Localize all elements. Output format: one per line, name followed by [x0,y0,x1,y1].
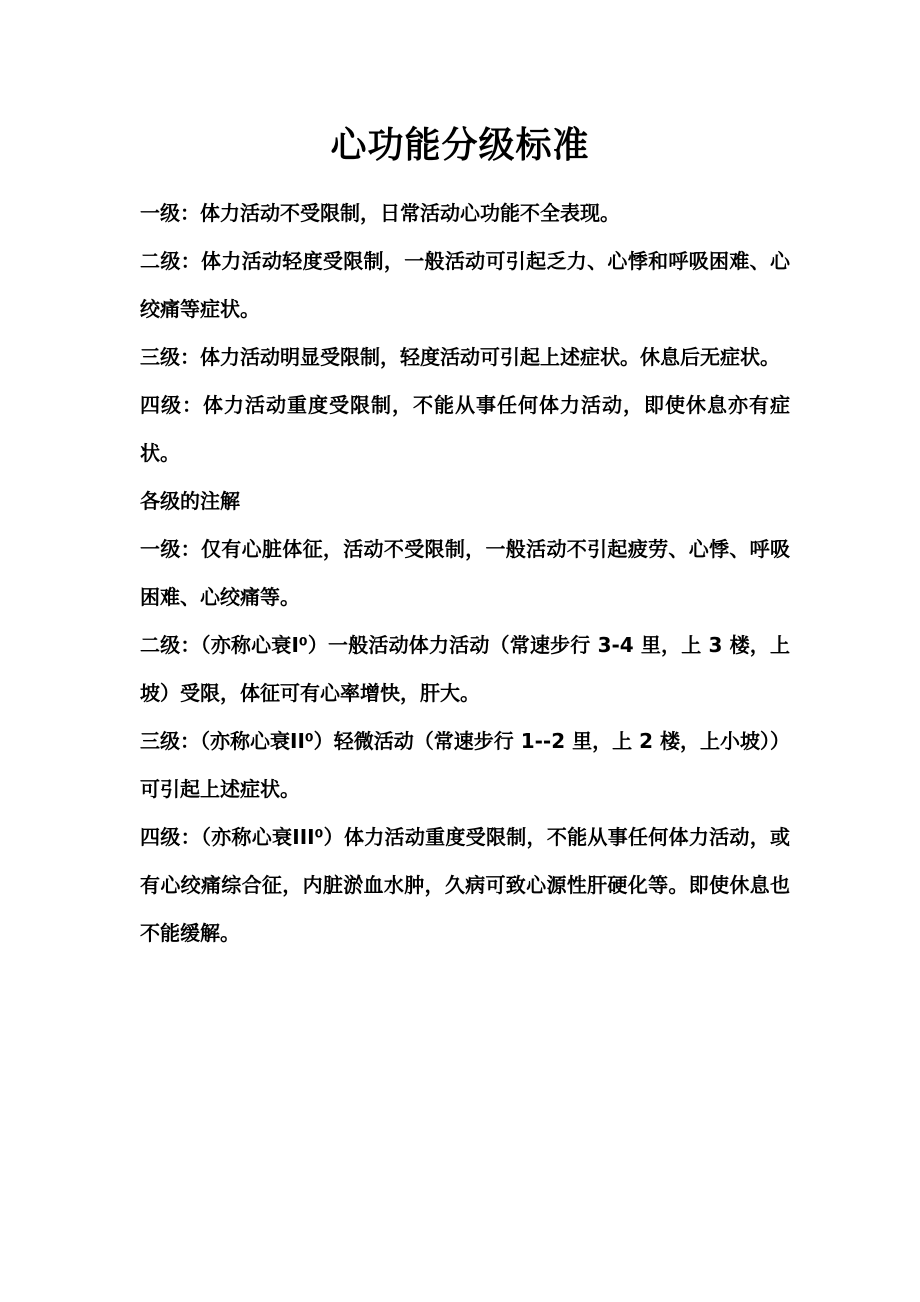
grade-3-paragraph: 三级：体力活动明显受限制，轻度活动可引起上述症状。休息后无症状。 [140,345,780,369]
grade-4-paragraph: 四级：体力活动重度受限制，不能从事任何体力活动，即使休息亦有症状。 [140,393,790,465]
grade-2-paragraph: 二级：体力活动轻度受限制，一般活动可引起乏力、心悸和呼吸困难、心绞痛等症状。 [140,249,790,321]
note-1-paragraph: 一级：仅有心脏体征，活动不受限制，一般活动不引起疲劳、心悸、呼吸困难、心绞痛等。 [140,537,790,609]
document-body [140,189,790,957]
note-2-paragraph: 二级：（亦称心衰I⁰）一般活动体力活动（常速步行 3-4 里，上 3 楼，上坡）受限，体征可有心率增快，肝大。 [140,633,790,705]
notes-heading: 各级的注解 [140,489,240,513]
note-4-paragraph: 四级：（亦称心衰III⁰）体力活动重度受限制，不能从事任何体力活动，或有心绞痛综合征，内脏淤血水肿，久病可致心源性肝硬化等。即使休息也不能缓解。 [140,825,790,945]
grade-1-paragraph: 一级：体力活动不受限制，日常活动心功能不全表现。 [140,201,620,225]
page-title: 心功能分级标准 [330,125,590,166]
note-3-paragraph: 三级：（亦称心衰II⁰）轻微活动（常速步行 1--2 里，上 2 楼，上小坡））可引起上述症状。 [140,729,790,801]
